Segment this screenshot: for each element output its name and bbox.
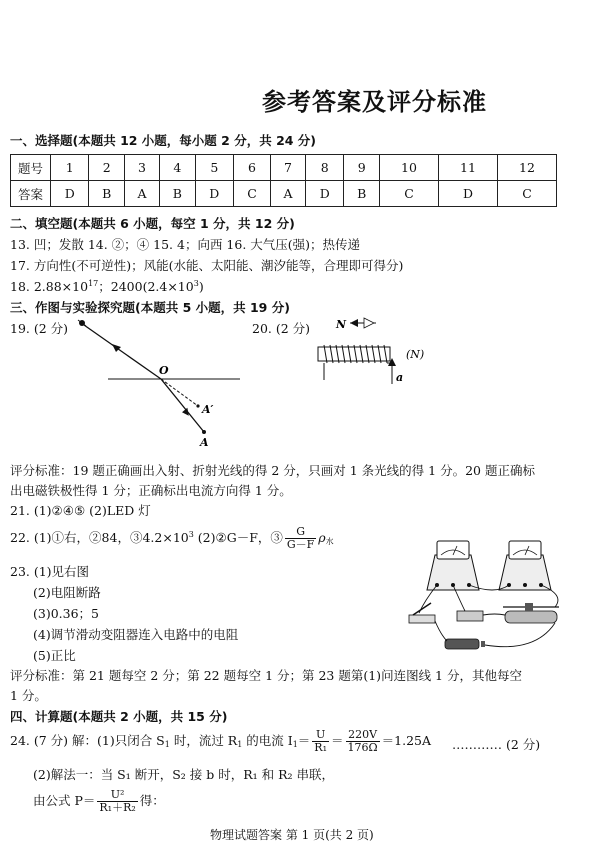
q24-text-c: 的电流 I [242,733,293,748]
q24-f1-num: U [312,729,329,742]
label-n-flag: N [336,318,347,331]
answer-table [10,154,557,207]
table-cell: 10 [380,155,439,181]
table-cell: A [270,181,305,207]
table-cell: 2 [89,155,125,181]
q23-answer-1: 23. (1)见右图 [10,564,90,579]
fill-answers-line-1: 13. 凹；发散 14. ②；④ 15. 4；向西 16. 大气压(强)；热传递 [10,237,361,252]
scoring-line-2: 出电磁铁极性得 1 分；正确标出电流方向得 1 分。 [10,483,292,498]
q22-rho-sub: 水 [325,537,334,546]
q24-3-den: R₁＋R₂ [99,801,136,814]
q24-text-b: 时，流过 R [169,733,238,748]
table-cell: D [438,181,497,207]
q23-answer-4: (4)调节滑动变阻器连入电路中的电阻 [33,627,239,642]
row-label-numbers: 题号 [11,155,51,181]
q24-3-num: U² [97,789,137,802]
q22-answer [10,526,334,551]
circuit-diagram [405,535,585,660]
q24-fraction-3 [97,789,137,814]
q24-result: ＝1.25A [381,733,431,748]
right-wire [387,363,392,384]
table-cell: 12 [497,155,556,181]
q24-eq-2: ＝ [331,733,344,748]
table-cell: C [497,181,556,207]
table-cell: 11 [438,155,497,181]
scoring-line-1: 评分标准：19 题正确画出入射、折射光线的得 2 分，只画对 1 条光线的得 1 分。20 题正确标 [10,463,535,478]
section4-heading: 四、计算题(本题共 2 小题，共 15 分) [10,709,228,724]
incident-ray [84,325,161,379]
q20-label: 20. (2 分) [252,321,311,336]
label-a-terminal: a [396,371,404,384]
q24-fraction-1 [312,729,329,754]
q24-line-1 [10,729,431,754]
table-cell: B [89,181,125,207]
q24-f2-num: 220V [346,729,380,742]
q18-exp-2: 3 [193,279,199,288]
q24-sub-s1: 1 [164,740,170,749]
q21-answer: 21. (1)②④⑤ (2)LED 灯 [10,503,151,518]
label-o: O [159,364,169,377]
fill-answers-line-2: 17. 方向性(不可逆性)；风能(水能、太阳能、潮汐能等，合理即可得分) [10,258,404,273]
q24-eq: ＝ [297,733,311,748]
table-cell: 3 [125,155,160,181]
table-cell: A [125,181,160,207]
q19-label: 19. (2 分) [10,321,69,336]
table-cell: B [344,181,380,207]
q22-frac-den: G－F [286,538,315,551]
q24-line-2: (2)解法一：当 S₁ 断开，S₂ 接 b 时，R₁ 和 R₂ 串联， [33,767,334,782]
q18-text-c: ) [198,279,204,294]
scoring-line-3: 评分标准：第 21 题每空 2 分；第 22 题每空 1 分；第 23 题第(1)问连图线 1 分，其他每空 [10,668,522,683]
table-row-answers [11,181,557,207]
compass-needle-icon [350,318,376,328]
table-cell: 5 [195,155,233,181]
q24-line-3 [33,789,165,814]
q22-exp: 3 [188,530,194,539]
q22-text-a: 22. (1)①右，②84，③4.2×10 [10,530,189,545]
table-cell: 9 [344,155,380,181]
table-row-numbers [11,155,557,181]
battery-icon [445,639,485,649]
resistor-icon [457,611,483,621]
q24-points: ………… (2 分) [452,737,541,752]
section1-heading: 一、选择题(本题共 12 小题，每小题 2 分，共 24 分) [10,133,317,148]
electromagnet-diagram [310,314,460,394]
row-label-answers: 答案 [11,181,51,207]
point-a-prime [196,404,199,407]
rheostat-icon [503,603,559,623]
q24-3-text-b: 得： [139,793,165,808]
refraction-diagram [60,314,250,454]
q22-fraction [285,526,316,551]
q18-text-a: 18. 2.88×10 [10,279,89,294]
table-cell: C [234,181,271,207]
q18-exp-1: 17 [88,279,99,288]
table-cell: B [160,181,196,207]
voltmeter-icon [427,541,479,590]
q24-f2-den: 176Ω [347,741,378,754]
scoring-line-4: 1 分。 [10,688,47,703]
q24-sub-i1: 1 [292,740,298,749]
switch-icon [409,603,435,623]
table-cell: 8 [305,155,343,181]
ammeter-icon [499,541,551,590]
table-cell: D [195,181,233,207]
table-cell: 1 [51,155,89,181]
q24-3-text-a: 由公式 P＝ [33,793,96,808]
fill-answers-line-3 [10,277,204,295]
q22-text-b: (2)②G－F，③ [193,530,283,545]
table-cell: 7 [270,155,305,181]
q24-sub-r1: 1 [237,740,243,749]
table-cell: 4 [160,155,196,181]
q22-frac-num: G [285,526,316,539]
q18-text-b: ；2400(2.4×10 [98,279,194,294]
q22-rho: ρ [318,530,326,545]
incident-arrow-icon [112,344,121,352]
q23-answer-2: (2)电阻断路 [33,585,101,600]
table-cell: C [380,181,439,207]
label-a-prime: A′ [202,403,214,416]
q24-f1-den: R₁ [314,741,327,754]
q23-answer-5: (5)正比 [33,648,76,663]
section2-heading: 二、填空题(本题共 6 小题，每空 1 分，共 12 分) [10,216,295,231]
q24-text-a: 24. (7 分) 解：(1)只闭合 S [10,733,165,748]
section3-heading: 三、作图与实验探究题(本题共 5 小题，共 19 分) [10,300,290,315]
q23-answer-3: (3)0.36；5 [33,606,99,621]
table-cell: D [305,181,343,207]
label-n-coil: (N) [406,348,425,361]
point-a [202,430,206,434]
page-title: 参考答案及评分标准 [262,87,487,116]
q24-fraction-2 [346,729,380,754]
table-cell: 6 [234,155,271,181]
page-footer: 物理试题答案 第 1 页(共 2 页) [210,828,374,842]
table-cell: D [51,181,89,207]
label-a: A [200,436,209,449]
